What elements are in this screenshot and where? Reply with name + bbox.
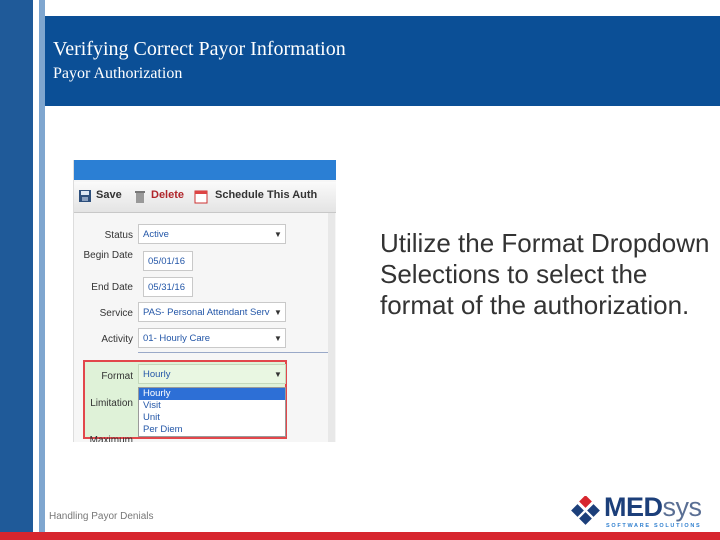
chevron-down-icon: ▼ <box>274 370 282 379</box>
status-label: Status <box>104 230 133 241</box>
service-select[interactable] <box>138 302 286 322</box>
begin-date-value: 05/01/16 <box>148 256 185 267</box>
format-option[interactable]: Unit <box>143 412 160 423</box>
calendar-icon <box>194 188 208 204</box>
format-option[interactable]: Hourly <box>139 388 285 400</box>
delete-button[interactable]: Delete <box>151 189 185 201</box>
scrollbar[interactable] <box>328 213 335 442</box>
section-divider <box>138 352 328 353</box>
logo-brand-sys: sys <box>662 492 702 522</box>
slide-footer: Handling Payor Denials <box>49 511 154 522</box>
format-select[interactable] <box>138 364 286 384</box>
maximum-label: Maximum <box>89 435 133 442</box>
window-top-bar <box>74 160 336 180</box>
chevron-down-icon: ▼ <box>274 230 282 239</box>
logo-wordmark <box>604 492 702 523</box>
format-option[interactable]: Per Diem <box>143 424 183 435</box>
slide-title: Verifying Correct Payor Information <box>53 38 346 60</box>
begin-date-field[interactable] <box>143 251 193 271</box>
end-date-field[interactable] <box>143 277 193 297</box>
medsys-logo <box>570 490 710 532</box>
activity-value: 01- Hourly Care <box>143 333 211 344</box>
logo-brand-main: MED <box>604 492 663 522</box>
service-value: PAS- Personal Attendant Serv <box>143 307 270 318</box>
bottom-accent-bar <box>0 532 720 540</box>
floppy-disk-icon <box>78 188 92 204</box>
service-label: Service <box>99 308 133 319</box>
chevron-down-icon: ▼ <box>274 334 282 343</box>
header-band <box>45 16 720 106</box>
end-date-value: 05/31/16 <box>148 282 185 293</box>
format-dropdown-list <box>138 387 286 437</box>
begin-date-label: Begin Date <box>83 250 133 261</box>
left-stripe <box>0 0 33 540</box>
activity-label: Activity <box>101 334 133 345</box>
trash-can-icon <box>133 188 147 204</box>
status-select[interactable] <box>138 224 286 244</box>
format-option[interactable]: Visit <box>143 400 161 411</box>
format-label: Format <box>101 371 133 382</box>
format-value: Hourly <box>143 369 171 380</box>
toolbar <box>74 182 336 213</box>
slide-subtitle: Payor Authorization <box>53 65 183 82</box>
save-button[interactable]: Save <box>96 189 122 201</box>
slide-body-text: Utilize the Format Dropdown Selections to select the format of the authorization. <box>380 228 710 320</box>
chevron-down-icon: ▼ <box>274 308 282 317</box>
activity-select[interactable] <box>138 328 286 348</box>
diamond-logo-icon <box>570 496 602 526</box>
logo-tagline: SOFTWARE SOLUTIONS <box>606 523 702 529</box>
authorization-screenshot <box>73 160 336 442</box>
end-date-label: End Date <box>91 282 133 293</box>
schedule-auth-button[interactable]: Schedule This Auth <box>215 189 318 201</box>
limitation-label: Limitation <box>90 398 133 409</box>
status-value: Active <box>143 229 169 240</box>
